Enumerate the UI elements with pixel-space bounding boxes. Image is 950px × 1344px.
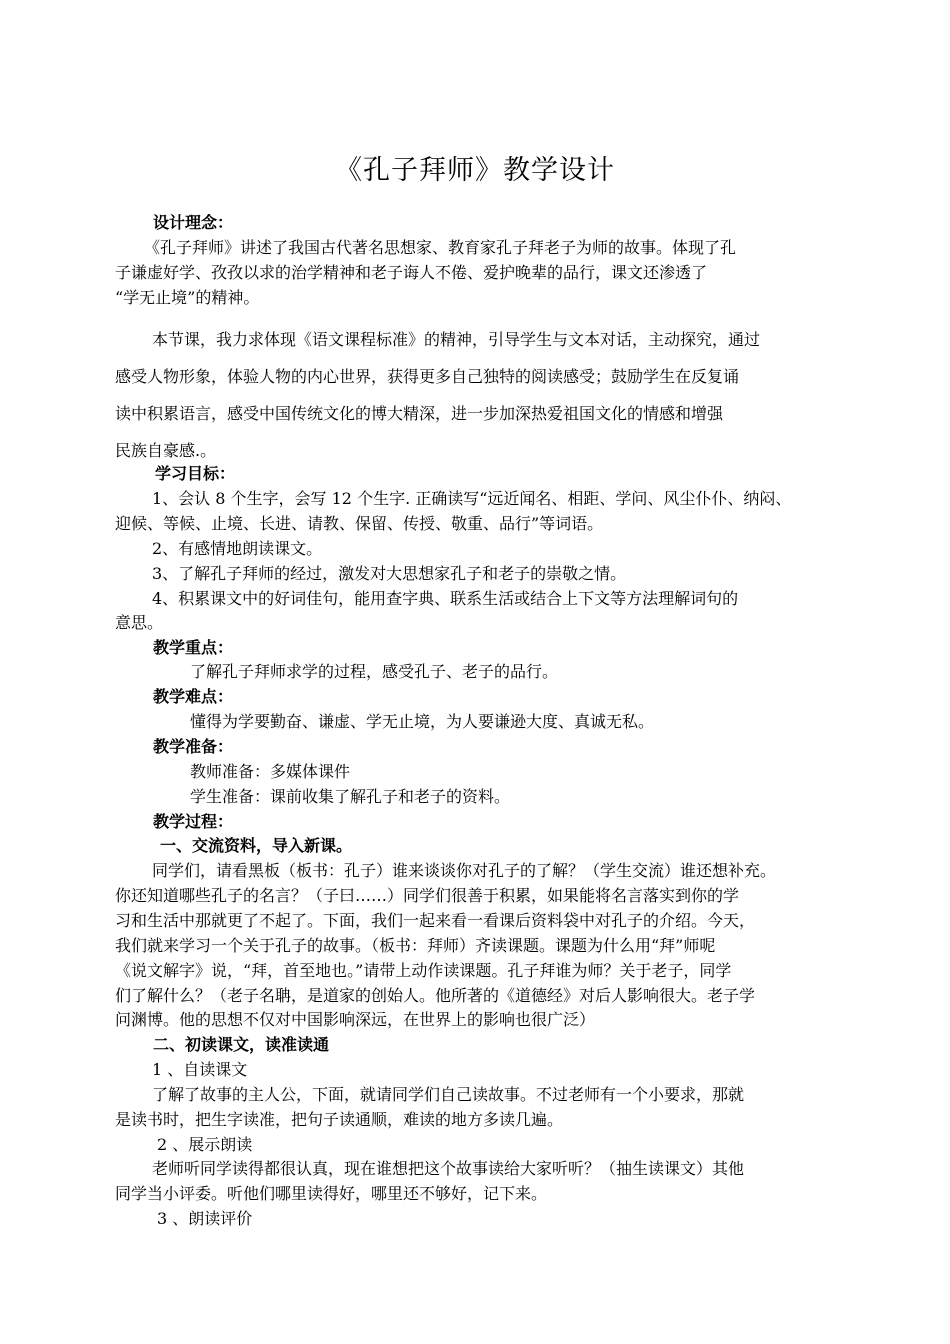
body-text-line: 意思。 <box>115 613 164 632</box>
body-text-line: 了解了故事的主人公，下面，就请同学们自己读故事。不过老师有一个小要求，那就 <box>152 1085 745 1104</box>
section-heading: 教学重点： <box>153 638 234 657</box>
body-text-line: 迎候、等候、止境、长进、请教、保留、传授、敬重、品行”等词语。 <box>115 514 604 533</box>
body-text-line: 1 、自读课文 <box>152 1060 248 1079</box>
body-text-line: 学生准备：课前收集了解孔子和老子的资料。 <box>190 787 511 806</box>
body-text-line: 1、会认 8 个生字，会写 12 个生字. 正确读写“远近闻名、相距、学问、风尘仆仆、纳闷、 <box>152 489 792 508</box>
section-heading: 一、交流资料，导入新课。 <box>160 836 353 855</box>
body-text-line: 问渊博。他的思想不仅对中国影响深远，在世界上的影响也很广泛） <box>115 1010 596 1029</box>
body-text-line: 民族自豪感.。 <box>115 441 217 460</box>
section-heading: 教学准备： <box>153 737 234 756</box>
body-text-line: 同学们，请看黑板（板书：孔子）谁来谈谈你对孔子的了解？（学生交流）谁还想补充。 <box>152 861 777 880</box>
document-title: 《孔子拜师》教学设计 <box>335 155 615 186</box>
section-heading: 教学过程： <box>153 812 234 831</box>
section-heading: 设计理念： <box>153 213 234 232</box>
body-text-line: 3 、朗读评价 <box>157 1209 253 1228</box>
body-text-line: 老师听同学读得都很认真，现在谁想把这个故事读给大家听听？（抽生读课文）其他 <box>152 1159 745 1178</box>
body-text-line: 读中积累语言，感受中国传统文化的博大精深，进一步加深热爱祖国文化的情感和增强 <box>115 404 724 423</box>
body-text-line: 3、了解孔子拜师的经过，激发对大思想家孔子和老子的崇敬之情。 <box>152 564 627 583</box>
section-heading: 教学难点： <box>153 687 234 706</box>
section-heading: 学习目标： <box>155 464 236 483</box>
body-text-line: 4、积累课文中的好词佳句，能用查字典、联系生活或结合上下文等方法理解词句的 <box>152 589 739 608</box>
body-text-line: 懂得为学要勤奋、谦虚、学无止境，为人要谦逊大度、真诚无私。 <box>190 712 655 731</box>
body-text-line: 《孔子拜师》讲述了我国古代著名思想家、教育家孔子拜老子为师的故事。体现了孔 <box>144 238 737 257</box>
body-text-line: 同学当小评委。听他们哪里读得好，哪里还不够好，记下来。 <box>115 1184 548 1203</box>
body-text-line: 教师准备：多媒体课件 <box>190 762 351 781</box>
body-text-line: 感受人物形象，体验人物的内心世界，获得更多自己独特的阅读感受；鼓励学生在反复诵 <box>115 367 740 386</box>
body-text-line: 了解孔子拜师求学的过程，感受孔子、老子的品行。 <box>190 662 559 681</box>
body-text-line: 2 、展示朗读 <box>157 1135 253 1154</box>
body-text-line: 是读书时，把生字读准，把句子读通顺，难读的地方多读几遍。 <box>115 1110 564 1129</box>
body-text-line: 习和生活中那就更了不起了。下面，我们一起来看一看课后资料袋中对孔子的介绍。今天， <box>115 911 756 930</box>
body-text-line: 你还知道哪些孔子的名言？（子曰……）同学们很善于积累，如果能将名言落实到你的学 <box>115 886 740 905</box>
body-text-line: 本节课，我力求体现《语文课程标准》的精神，引导学生与文本对话，主动探究，通过 <box>152 330 761 349</box>
body-text-line: 我们就来学习一个关于孔子的故事。（板书：拜师）齐读课题。课题为什么用“拜”师呢 <box>115 936 716 955</box>
body-text-line: 《说文解字》说，“拜，首至地也。”请带上动作读课题。孔子拜谁为师？关于老子，同学 <box>115 961 732 980</box>
body-text-line: “学无止境”的精神。 <box>115 288 260 307</box>
section-heading: 二、初读课文，读准读通 <box>153 1035 330 1054</box>
body-text-line: 子谦虚好学、孜孜以求的治学精神和老子诲人不倦、爱护晚辈的品行，课文还渗透了 <box>115 263 708 282</box>
body-text-line: 们了解什么？（老子名聃，是道家的创始人。他所著的《道德经》对后人影响很大。老子学 <box>115 986 756 1005</box>
body-text-line: 2、有感情地朗读课文。 <box>152 539 323 558</box>
